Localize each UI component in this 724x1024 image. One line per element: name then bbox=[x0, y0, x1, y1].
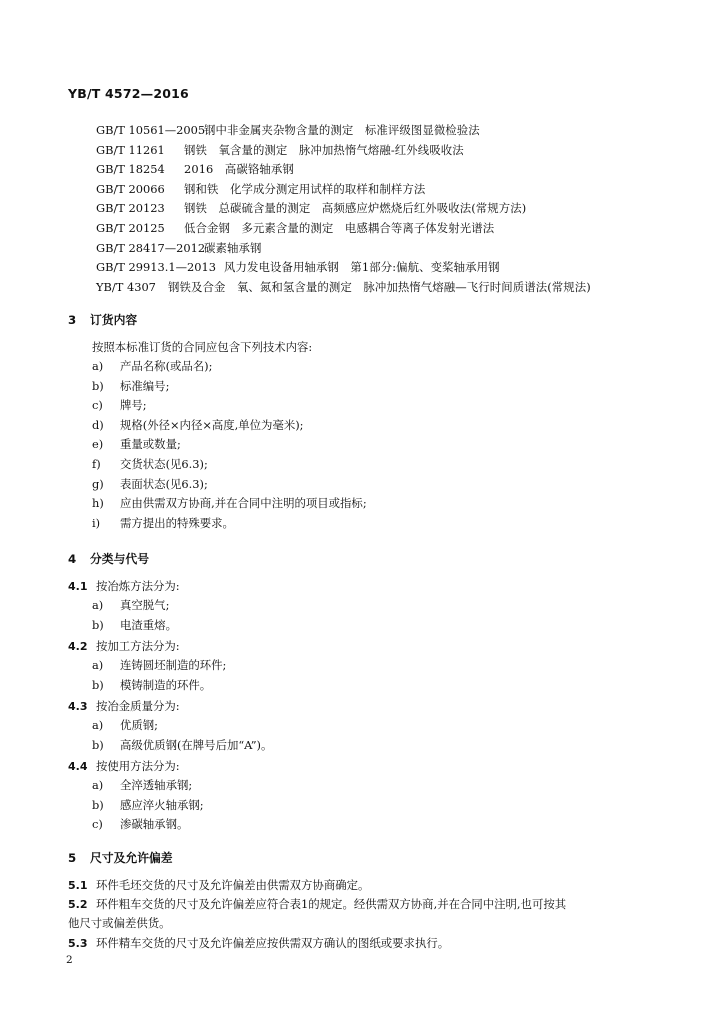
list-item bbox=[92, 377, 367, 397]
list-item bbox=[92, 796, 204, 816]
item-marker: g) bbox=[92, 476, 104, 491]
item-marker: b) bbox=[92, 737, 104, 752]
section-3-intro: 按照本标准订货的合同应包含下列技术内容: bbox=[92, 340, 313, 354]
clause-number: 5.3 bbox=[68, 937, 88, 950]
item-marker: d) bbox=[92, 417, 104, 432]
clause-text: 按使用方法分为: bbox=[96, 759, 180, 773]
clause-text: 按冶金质量分为: bbox=[96, 699, 180, 713]
item-marker: a) bbox=[92, 658, 104, 672]
item-text: 高级优质钢(在牌号后加“A”)。 bbox=[120, 737, 273, 752]
item-text: 应由供需双方协商,并在合同中注明的项目或指标; bbox=[120, 496, 367, 511]
item-marker: a) bbox=[92, 359, 104, 373]
item-marker: b) bbox=[92, 378, 104, 393]
section-number: 3 bbox=[68, 313, 77, 327]
clause-4-1-list bbox=[92, 596, 177, 635]
item-text: 真空脱气; bbox=[120, 598, 170, 612]
list-item bbox=[92, 514, 367, 534]
item-marker: b) bbox=[92, 797, 104, 812]
reference-title: 低合金钢 多元素含量的测定 电感耦合等离子体发射光谱法 bbox=[184, 220, 495, 235]
clause-4-3-list bbox=[92, 716, 272, 755]
item-text: 全淬透轴承钢; bbox=[120, 778, 193, 792]
item-marker: b) bbox=[92, 617, 104, 632]
list-item bbox=[92, 596, 177, 616]
clause-number: 5.2 bbox=[68, 898, 88, 911]
reference-code: GB/T 11261 bbox=[96, 142, 165, 157]
section-title: 分类与代号 bbox=[90, 552, 149, 566]
item-marker: a) bbox=[92, 778, 104, 792]
reference-row bbox=[96, 239, 696, 259]
item-marker: e) bbox=[92, 437, 104, 452]
reference-row bbox=[96, 180, 696, 200]
reference-title: 2016 高碳铬轴承钢 bbox=[184, 162, 294, 177]
reference-title: 钢铁 总碳硫含量的测定 高频感应炉燃烧后红外吸收法(常规方法) bbox=[184, 201, 527, 216]
reference-title: 钢中非金属夹杂物含量的测定 标准评级图显微检验法 bbox=[204, 123, 480, 137]
item-text: 标准编号; bbox=[120, 378, 170, 393]
reference-row bbox=[96, 199, 696, 219]
section-number: 5 bbox=[68, 851, 77, 865]
list-item bbox=[92, 815, 204, 835]
clause-4-4 bbox=[68, 758, 180, 774]
reference-code: GB/T 20125 bbox=[96, 220, 165, 235]
reference-row bbox=[96, 258, 696, 278]
item-text: 电渣重熔。 bbox=[120, 617, 177, 632]
item-marker: a) bbox=[92, 718, 104, 732]
reference-code: GB/T 28417—2012 bbox=[96, 240, 206, 255]
clause-number: 4.2 bbox=[68, 640, 88, 653]
clause-text-continued: 他尺寸或偏差供货。 bbox=[68, 916, 171, 930]
page-number: 2 bbox=[66, 954, 73, 966]
list-item bbox=[92, 455, 367, 475]
clause-text: 环件毛坯交货的尺寸及允许偏差由供需双方协商确定。 bbox=[96, 878, 370, 892]
item-text: 产品名称(或品名); bbox=[120, 359, 213, 373]
item-marker: i) bbox=[92, 515, 101, 530]
item-marker: b) bbox=[92, 677, 104, 692]
item-text: 感应淬火轴承钢; bbox=[120, 797, 204, 812]
reference-code: GB/T 29913.1—2013 bbox=[96, 260, 217, 275]
item-text: 优质钢; bbox=[120, 718, 159, 732]
list-item bbox=[92, 716, 272, 736]
reference-code: GB/T 20123 bbox=[96, 201, 165, 216]
item-text: 重量或数量; bbox=[120, 437, 181, 452]
list-item bbox=[92, 494, 367, 514]
clause-4-2 bbox=[68, 638, 180, 654]
item-text: 表面状态(见6.3); bbox=[120, 476, 208, 491]
item-text: 需方提出的特殊要求。 bbox=[120, 515, 234, 530]
list-item bbox=[92, 676, 226, 696]
clause-text: 环件精车交货的尺寸及允许偏差应按供需双方确认的图纸或要求执行。 bbox=[96, 936, 450, 950]
clause-5-3 bbox=[68, 935, 449, 951]
clause-4-4-list bbox=[92, 776, 204, 835]
clause-5-1 bbox=[68, 877, 369, 893]
clause-number: 4.3 bbox=[68, 700, 88, 713]
item-text: 交货状态(见6.3); bbox=[120, 456, 208, 471]
item-text: 模铸制造的环件。 bbox=[120, 677, 212, 692]
reference-title: 风力发电设备用轴承钢 第1部分:偏航、变桨轴承用钢 bbox=[224, 260, 500, 275]
list-item bbox=[92, 416, 367, 436]
clause-4-2-list bbox=[92, 656, 226, 695]
reference-row bbox=[96, 121, 696, 141]
reference-title: 钢和铁 化学成分测定用试样的取样和制样方法 bbox=[184, 181, 426, 196]
reference-code: YB/T 4307 bbox=[96, 279, 156, 294]
section-title: 订货内容 bbox=[90, 313, 138, 327]
item-marker: c) bbox=[92, 398, 103, 413]
clause-number: 4.1 bbox=[68, 580, 88, 593]
reference-title: 碳素轴承钢 bbox=[204, 240, 262, 255]
list-item bbox=[92, 656, 226, 676]
reference-row bbox=[96, 219, 696, 239]
clause-4-3 bbox=[68, 698, 180, 714]
reference-code: GB/T 18254 bbox=[96, 162, 165, 177]
reference-row bbox=[96, 160, 696, 180]
section-3-heading bbox=[68, 311, 137, 328]
reference-row bbox=[96, 278, 696, 298]
clause-4-1 bbox=[68, 578, 180, 594]
clause-5-2 bbox=[68, 895, 668, 933]
section-4-heading bbox=[68, 550, 149, 567]
list-item bbox=[92, 736, 272, 756]
item-text: 牌号; bbox=[120, 398, 147, 413]
item-marker: a) bbox=[92, 598, 104, 612]
list-item bbox=[92, 776, 204, 796]
reference-title: 钢铁 氧含量的测定 脉冲加热惰气熔融-红外线吸收法 bbox=[184, 142, 464, 157]
list-item bbox=[92, 616, 177, 636]
item-marker: h) bbox=[92, 496, 104, 511]
section-title: 尺寸及允许偏差 bbox=[90, 851, 173, 865]
clause-text: 按冶炼方法分为: bbox=[96, 579, 180, 593]
reference-code: GB/T 20066 bbox=[96, 181, 165, 196]
reference-title: 钢铁及合金 氧、氮和氢含量的测定 脉冲加热惰气熔融—飞行时间质谱法(常规法) bbox=[168, 279, 591, 294]
item-text: 规格(外径×内径×高度,单位为毫米); bbox=[120, 417, 304, 432]
item-text: 连铸圆坯制造的环件; bbox=[120, 658, 227, 672]
list-item bbox=[92, 357, 367, 377]
standard-code-header: YB/T 4572—2016 bbox=[68, 86, 189, 101]
order-content-list bbox=[92, 357, 367, 533]
section-5-heading bbox=[68, 849, 173, 866]
reference-code: GB/T 10561—2005 bbox=[96, 123, 206, 137]
clause-text: 按加工方法分为: bbox=[96, 639, 180, 653]
list-item bbox=[92, 475, 367, 495]
section-number: 4 bbox=[68, 552, 77, 566]
clause-number: 5.1 bbox=[68, 879, 88, 892]
clause-number: 4.4 bbox=[68, 760, 88, 773]
item-marker: f) bbox=[92, 456, 101, 471]
list-item bbox=[92, 396, 367, 416]
list-item bbox=[92, 435, 367, 455]
normative-references-list bbox=[96, 121, 696, 297]
item-marker: c) bbox=[92, 817, 103, 832]
reference-row bbox=[96, 141, 696, 161]
item-text: 渗碳轴承钢。 bbox=[120, 817, 189, 832]
clause-text: 环件粗车交货的尺寸及允许偏差应符合表1的规定。经供需双方协商,并在合同中注明,也可按其 bbox=[96, 897, 567, 911]
